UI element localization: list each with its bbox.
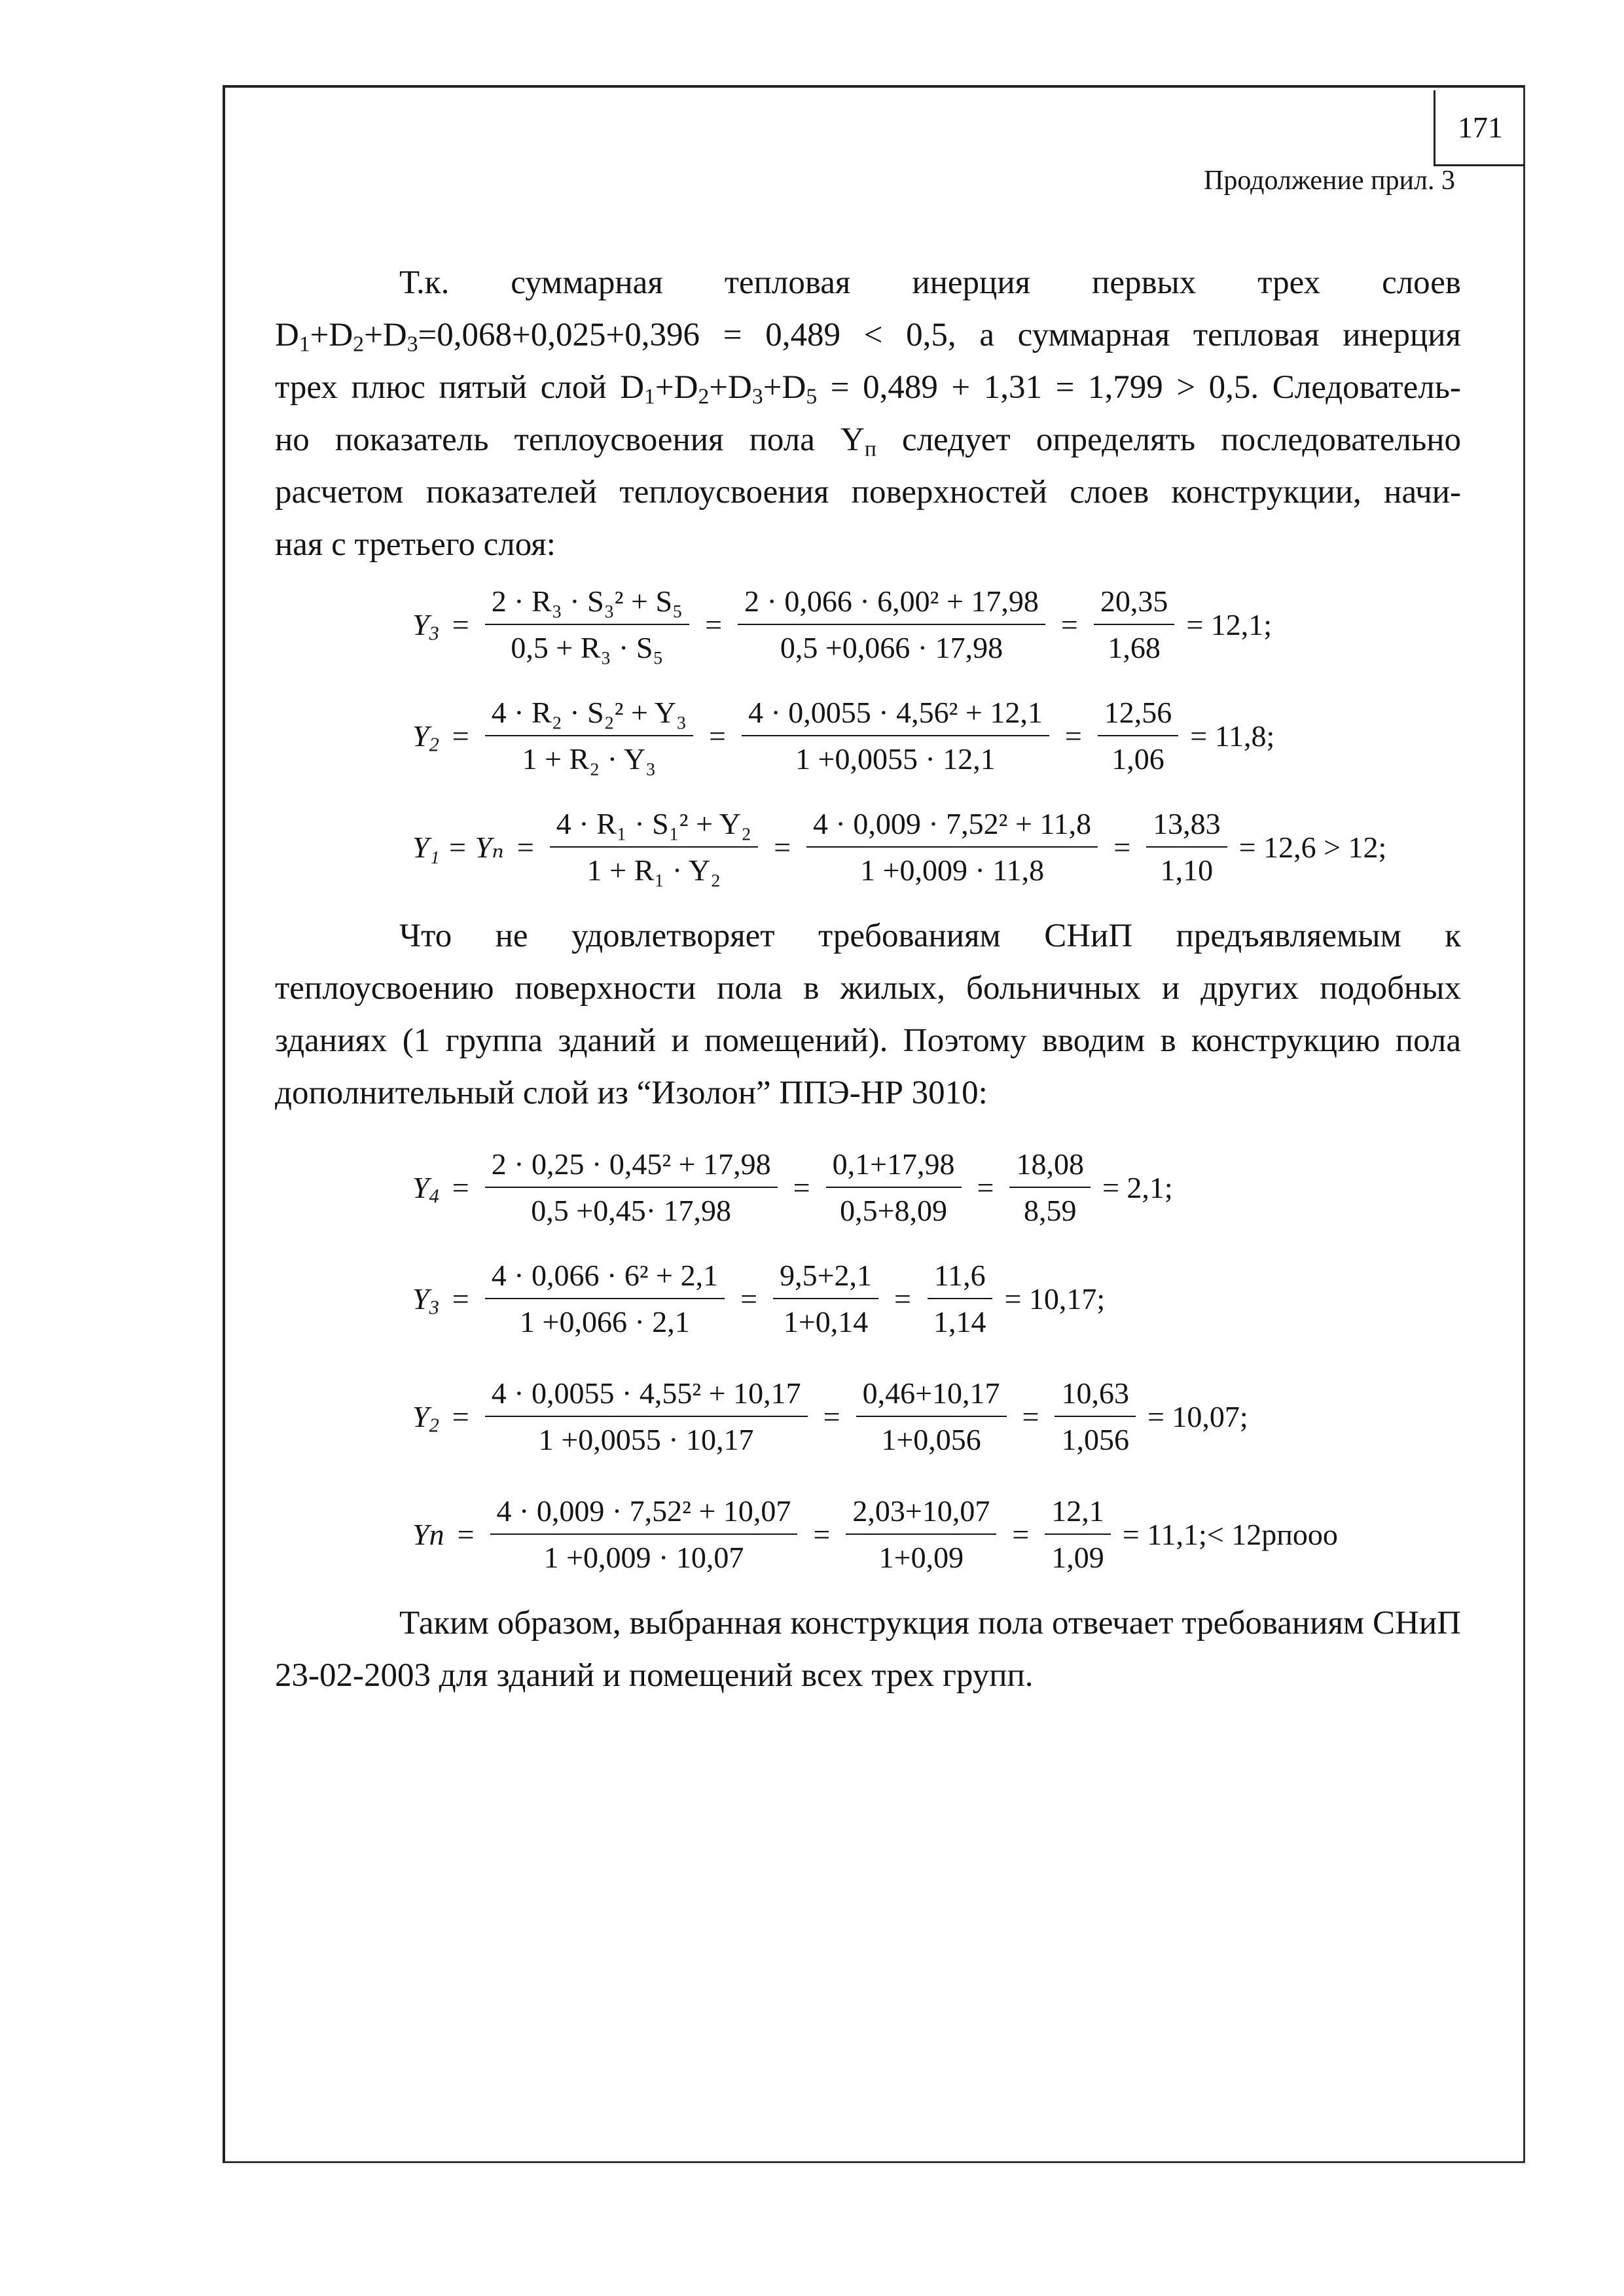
- equation-lhs: $Y_2$: [412, 719, 439, 756]
- fraction-substituted: $\frac{\text{2 · 0,25 · 0,45² + 17,98}}{0,5 +0,45\cdot 17,98}$: [485, 1147, 778, 1228]
- fraction-substituted: $\frac{\text{4 · 0,009 · 7,52² + 10,07}}{1 +0,009 \cdot 10,07}$: [490, 1494, 798, 1575]
- fraction-substituted: $\frac{\text{4 · 0,009 · 7,52² + 11,8}}{1 +0,009 \cdot 11,8}$: [806, 806, 1098, 888]
- equation-y1: Y₁ = Yₙ = $\frac{\text{4 · R₁ · S₁² + Y₂}}{\text{1 + R₁ · Y₂}}$ = $\frac{\text{4 · 0,009 · 7,52² + 11,8}}{1 +0,009 \cdot 11,8}$ = $\frac{13,83}{1,10}$ = 12,6 > 12;: [412, 807, 1387, 887]
- fraction-simplified: $\frac{11,6}{1,14}$: [927, 1258, 993, 1339]
- fraction-simplified: $\frac{12,1}{1,09}$: [1045, 1494, 1111, 1575]
- paragraph-conclusion: [275, 1597, 1461, 1702]
- equation-lhs: $Y_3$: [412, 607, 439, 645]
- intro-line-5: расчетом показателей теплоусвоения поверхностей слоев конструкции, начи-: [275, 474, 1461, 511]
- equation-result: = 10,07;: [1147, 1399, 1248, 1433]
- equation-result: = 11,8;: [1190, 719, 1275, 753]
- fraction-intermediate: $\frac{0,1+17,98}{0,5+8,09}$: [826, 1147, 962, 1228]
- equation-result: = 12,1;: [1186, 607, 1272, 641]
- equation-result: = 12,6 > 12;: [1238, 830, 1387, 864]
- intro-line-3: трех плюс пятый слой $D_1+D_2+D_3+D_5 = 0,489 + 1,31 = 1,799 > 0,5$. Следователь-: [275, 369, 1461, 409]
- fraction-simplified: $\frac{13,83}{1,10}$: [1146, 806, 1227, 888]
- fraction-substituted: $\frac{\text{4 · 0,0055 · 4,55² + 10,17}}{1 +0,0055 \cdot 10,17}$: [485, 1376, 808, 1457]
- fraction-intermediate: $\frac{9,5+2,1}{1+0,14}$: [773, 1258, 878, 1339]
- fraction-substituted: $\frac{\text{4 · 0,066 · 6² + 2,1}}{1 +0,066 \cdot 2,1}$: [485, 1258, 725, 1339]
- paragraph-requirements: [275, 910, 1461, 1119]
- equation-y2-new: $Y_2$ = $\frac{\text{4 · 0,0055 · 4,55² + 10,17}}{1 +0,0055 \cdot 10,17}$ = $\frac{0,46+10,17}{1+0,056}$ = $\frac{10,63}{1,056}$ = 10,07;: [412, 1376, 1248, 1456]
- equation-lhs: $Y_2$: [412, 1399, 439, 1437]
- intro-line-4: но показатель теплоусвоения пола $Y_п$ следует определять последовательно: [275, 422, 1461, 461]
- equation-yn: Yn = $\frac{\text{4 · 0,009 · 7,52² + 10,07}}{1 +0,009 \cdot 10,07}$ = $\frac{2,03+10,07}{1+0,09}$ = $\frac{12,1}{1,09}$ = 11,1;< 12рпооо: [412, 1494, 1338, 1574]
- equation-result: = 10,17;: [1004, 1282, 1106, 1316]
- fraction-intermediate: $\frac{0,46+10,17}{1+0,056}$: [856, 1376, 1007, 1457]
- intro-line-1: Т.к. суммарная тепловая инерция первых трех слоев: [399, 264, 1461, 301]
- equation-lhs: $Y_3$: [412, 1282, 439, 1319]
- fraction-simplified: $\frac{10,63}{1,056}$: [1055, 1376, 1136, 1457]
- fraction-substituted: $\frac{\text{4 · 0,0055 · 4,56² + 12,1}}{1 +0,0055 \cdot 12,1}$: [742, 695, 1049, 776]
- fraction-simplified: $\frac{20,35}{1,68}$: [1094, 584, 1175, 665]
- fraction-formula: $\frac{\text{4 · R₂ · S₂² + Y₃}}{\text{1 + R₂ · Y₃}}$: [485, 695, 693, 776]
- intro-line-2: $D_1+D_2+D_3=0,068+0,025+0,396 = 0,489 < 0,5$, а суммарная тепловая инерция: [275, 317, 1461, 357]
- page-number: 171: [1434, 90, 1525, 166]
- fraction-substituted: $\frac{\text{2 · 0,066 · 6,00² + 17,98}}{0,5 +0,066 \cdot 17,98}$: [738, 584, 1045, 665]
- conclusion-text: Таким образом, выбранная конструкция пола отвечает требованиям СНиП 23-02-2003 для зданий и помещений всех трех групп.: [275, 1605, 1461, 1694]
- fraction-simplified: $\frac{18,08}{8,59}$: [1009, 1147, 1091, 1228]
- fraction-formula: $\frac{\text{4 · R₁ · S₁² + Y₂}}{\text{1 + R₁ · Y₂}}$: [550, 806, 758, 888]
- equation-lhs: Y₁ = Yₙ: [412, 831, 504, 864]
- equation-y3: $Y_3$ = $\frac{\text{2 · R₃ · S₃² + S₅}}{\text{0,5 + R₃ · S₅}}$ = $\frac{\text{2 · 0,066 · 6,00² + 17,98}}{0,5 +0,066 \cdot 17,98}$ = $\frac{20,35}{1,68}$ = 12,1;: [412, 584, 1272, 664]
- equation-lhs: Yn: [412, 1517, 444, 1551]
- equation-y2: $Y_2$ = $\frac{\text{4 · R₂ · S₂² + Y₃}}{\text{1 + R₂ · Y₃}}$ = $\frac{\text{4 · 0,0055 · 4,56² + 12,1}}{1 +0,0055 \cdot 12,1}$ = $\frac{12,56}{1,06}$ = 11,8;: [412, 696, 1275, 776]
- equation-y3-new: $Y_3$ = $\frac{\text{4 · 0,066 · 6² + 2,1}}{1 +0,066 \cdot 2,1}$ = $\frac{9,5+2,1}{1+0,14}$ = $\frac{11,6}{1,14}$ = 10,17;: [412, 1259, 1106, 1338]
- fraction-simplified: $\frac{12,56}{1,06}$: [1098, 695, 1179, 776]
- continuation-label: Продолжение прил. 3: [1203, 166, 1455, 196]
- fraction-formula: $\frac{\text{2 · R₃ · S₃² + S₅}}{\text{0,5 + R₃ · S₅}}$: [485, 584, 689, 665]
- fraction-intermediate: $\frac{2,03+10,07}{1+0,09}$: [846, 1494, 996, 1575]
- equation-result: = 2,1;: [1102, 1170, 1173, 1204]
- equation-result: = 11,1;< 12рпооо: [1122, 1517, 1338, 1551]
- paragraph-intro: [275, 257, 1461, 571]
- equation-lhs: $Y_4$: [412, 1170, 439, 1208]
- intro-line-6: ная с третьего слоя:: [275, 526, 556, 563]
- requirements-text: Что не удовлетворяет требованиям СНиП предъявляемым к теплоусвоению поверхности пола в жилых, больничных и других подобных зданиях (1 группа зданий и помещений). Поэтому вводим в конструкцию пола дополнительный слой из “Изолон” ППЭ-НР 3010:: [275, 918, 1461, 1111]
- equation-y4: $Y_4$ = $\frac{\text{2 · 0,25 · 0,45² + 17,98}}{0,5 +0,45\cdot 17,98}$ = $\frac{0,1+17,98}{0,5+8,09}$ = $\frac{18,08}{8,59}$ = 2,1;: [412, 1147, 1173, 1227]
